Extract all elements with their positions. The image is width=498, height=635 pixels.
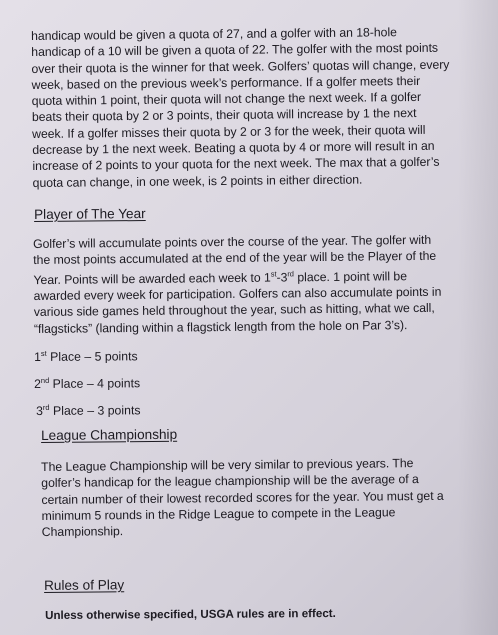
- rules-of-play-paragraph: Unless otherwise specified, USGA rules are in effect.: [45, 606, 336, 622]
- poy-sup-st: st: [270, 269, 277, 279]
- place-number: 2: [34, 376, 41, 391]
- place-text: Place – 5 points: [46, 349, 138, 364]
- place-text: Place – 4 points: [49, 376, 141, 391]
- poy-text-part1: Golfer’s will accumulate points over the course of the year. The golfer with the most points accumulated at the end of the year will be the Player of the Year. Points will be awarded each week to 1: [33, 232, 437, 287]
- league-championship-paragraph: The League Championship will be very similar to previous years. The golfer’s handicap for the league championship will be the average of a certain number of their lowest recorded scores for the year. You must get a minimum 5 rounds in the Ridge League to compete in the League Championship.: [41, 456, 444, 540]
- poy-dash: -3: [276, 270, 288, 285]
- place-text: Place – 3 points: [49, 403, 141, 418]
- place-second: [34, 375, 140, 391]
- quota-rules-paragraph: handicap would be given a quota of 27, and a golfer with an 18-hole handicap of a 10 will be given a quota of 22. The golfer with the most points over their quota is the winner for that week. Golfers’ quotas will change, every week, based on the previous week’s performance. If a golfer meets their quota within 1 point, their quota will not change the next week. If a golfer beats their quota by 2 or 3 points, their quota will increase by 1 the next week. If a golfer misses their quota by 2 or 3 for the week, their quota will decrease by 1 the next week. Beating a quota by 4 or more will result in an increase of 2 points to your quota for the next week. The max that a golfer’s quota can change, in one week, is 2 points in either direction.: [31, 25, 450, 190]
- rules-of-play-heading: Rules of Play: [44, 577, 125, 593]
- place-number: 3: [36, 403, 43, 418]
- place-third: [36, 402, 141, 418]
- player-of-the-year-heading: Player of The Year: [34, 206, 146, 222]
- place-suffix: nd: [40, 375, 50, 385]
- place-first: [34, 348, 138, 364]
- place-suffix: st: [40, 348, 47, 358]
- place-suffix: rd: [42, 402, 50, 412]
- league-championship-heading: League Championship: [41, 426, 178, 443]
- place-number: 1: [34, 349, 41, 364]
- poy-text-part2: place. 1 point will be awarded every week for participation. Golfers can also accumulate points in various side games held throughout the year, such as hitting, what we call, “flagsticks” (landing within a flagstick length from the hole on Par 3’s).: [33, 268, 442, 336]
- poy-sup-rd: rd: [287, 268, 294, 278]
- page-shadow: [458, 0, 498, 635]
- player-of-the-year-paragraph: [33, 232, 452, 337]
